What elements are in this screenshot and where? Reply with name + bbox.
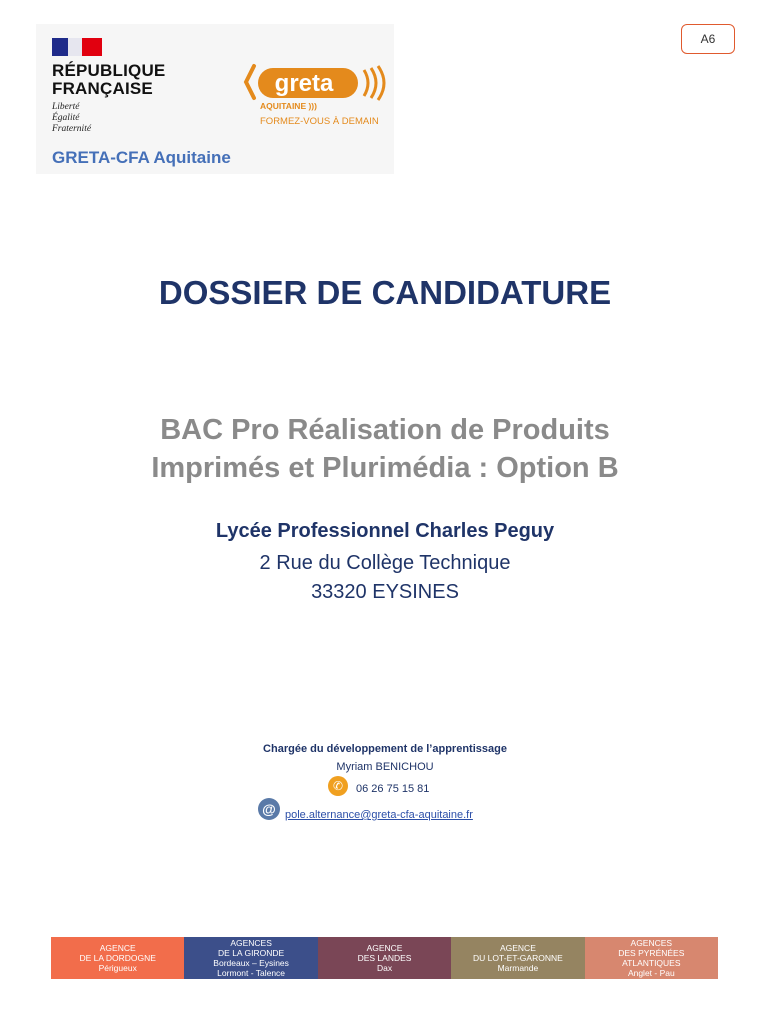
agency-pyrenees-line3: ATLANTIQUES bbox=[622, 958, 681, 968]
diploma-title-line1: BAC Pro Réalisation de Produits bbox=[160, 414, 610, 446]
agency-pyrenees-line1: AGENCES bbox=[630, 938, 673, 948]
agency-dordogne-line2: DE LA DORDOGNE bbox=[79, 953, 156, 963]
republic-motto bbox=[52, 102, 91, 135]
republic-line2: FRANÇAISE bbox=[52, 79, 153, 98]
phone-number[interactable]: 06 26 75 15 81 bbox=[356, 783, 430, 795]
cfa-name: GRETA-CFA Aquitaine bbox=[52, 148, 231, 167]
agency-gironde-city1: Bordeaux – Eysines bbox=[213, 958, 289, 968]
agency-dordogne-city: Périgueux bbox=[98, 963, 137, 973]
agency-landes bbox=[318, 937, 451, 979]
greta-tagline: FORMEZ-VOUS À DEMAIN bbox=[260, 116, 379, 127]
address-line2: 33320 EYSINES bbox=[311, 581, 459, 603]
document-title: DOSSIER DE CANDIDATURE bbox=[158, 274, 612, 311]
agency-dordogne bbox=[51, 937, 184, 979]
agency-lot-et-garonne bbox=[451, 937, 584, 979]
diploma-title bbox=[0, 411, 770, 487]
header-logos bbox=[36, 24, 394, 174]
contact-role: Chargée du développement de l’apprentissage bbox=[263, 743, 507, 755]
school-name: Lycée Professionnel Charles Peguy bbox=[215, 520, 555, 542]
agency-lot-et-garonne-line2: DU LOT-ET-GARONNE bbox=[473, 953, 563, 963]
agency-dordogne-line1: AGENCE bbox=[99, 943, 136, 953]
school-address bbox=[0, 549, 770, 607]
agency-landes-line2: DES LANDES bbox=[357, 953, 412, 963]
address-line1: 2 Rue du Collège Technique bbox=[259, 552, 511, 574]
agency-pyrenees-line2: DES PYRÉNÉES bbox=[618, 948, 685, 958]
agency-landes-city: Dax bbox=[376, 963, 393, 973]
agency-gironde bbox=[184, 937, 317, 979]
greta-logo-text: greta bbox=[274, 70, 334, 97]
greta-region: AQUITAINE ))) bbox=[260, 101, 317, 111]
agency-gironde-line1: AGENCES bbox=[230, 938, 272, 948]
agency-pyrenees-cities: Anglet - Pau bbox=[627, 968, 675, 978]
email-link[interactable]: pole.alternance@greta-cfa-aquitaine.fr bbox=[285, 809, 473, 821]
agency-landes-line1: AGENCE bbox=[366, 943, 403, 953]
contact-name: Myriam BENICHOU bbox=[336, 761, 434, 773]
agency-gironde-city2: Lormont - Talence bbox=[217, 968, 286, 978]
motto-fraternite: Fraternité bbox=[52, 124, 92, 134]
agency-lot-et-garonne-city: Marmande bbox=[497, 963, 539, 973]
agency-gironde-line2: DE LA GIRONDE bbox=[218, 948, 285, 958]
at-sign-icon: @ bbox=[258, 798, 280, 820]
republique-francaise-title bbox=[52, 62, 165, 98]
agency-footer bbox=[51, 937, 718, 979]
republic-line1: RÉPUBLIQUE bbox=[52, 61, 166, 80]
marianne-flag-icon bbox=[52, 38, 104, 58]
diploma-title-line2: Imprimés et Plurimédia : Option B bbox=[151, 452, 619, 484]
motto-egalite: Égalité bbox=[52, 113, 80, 123]
agency-pyrenees-atlantiques bbox=[585, 937, 718, 979]
agency-lot-et-garonne-line1: AGENCE bbox=[499, 943, 536, 953]
phone-icon: ✆ bbox=[328, 776, 348, 796]
motto-liberte: Liberté bbox=[52, 102, 80, 112]
reference-badge: A6 bbox=[681, 24, 735, 54]
